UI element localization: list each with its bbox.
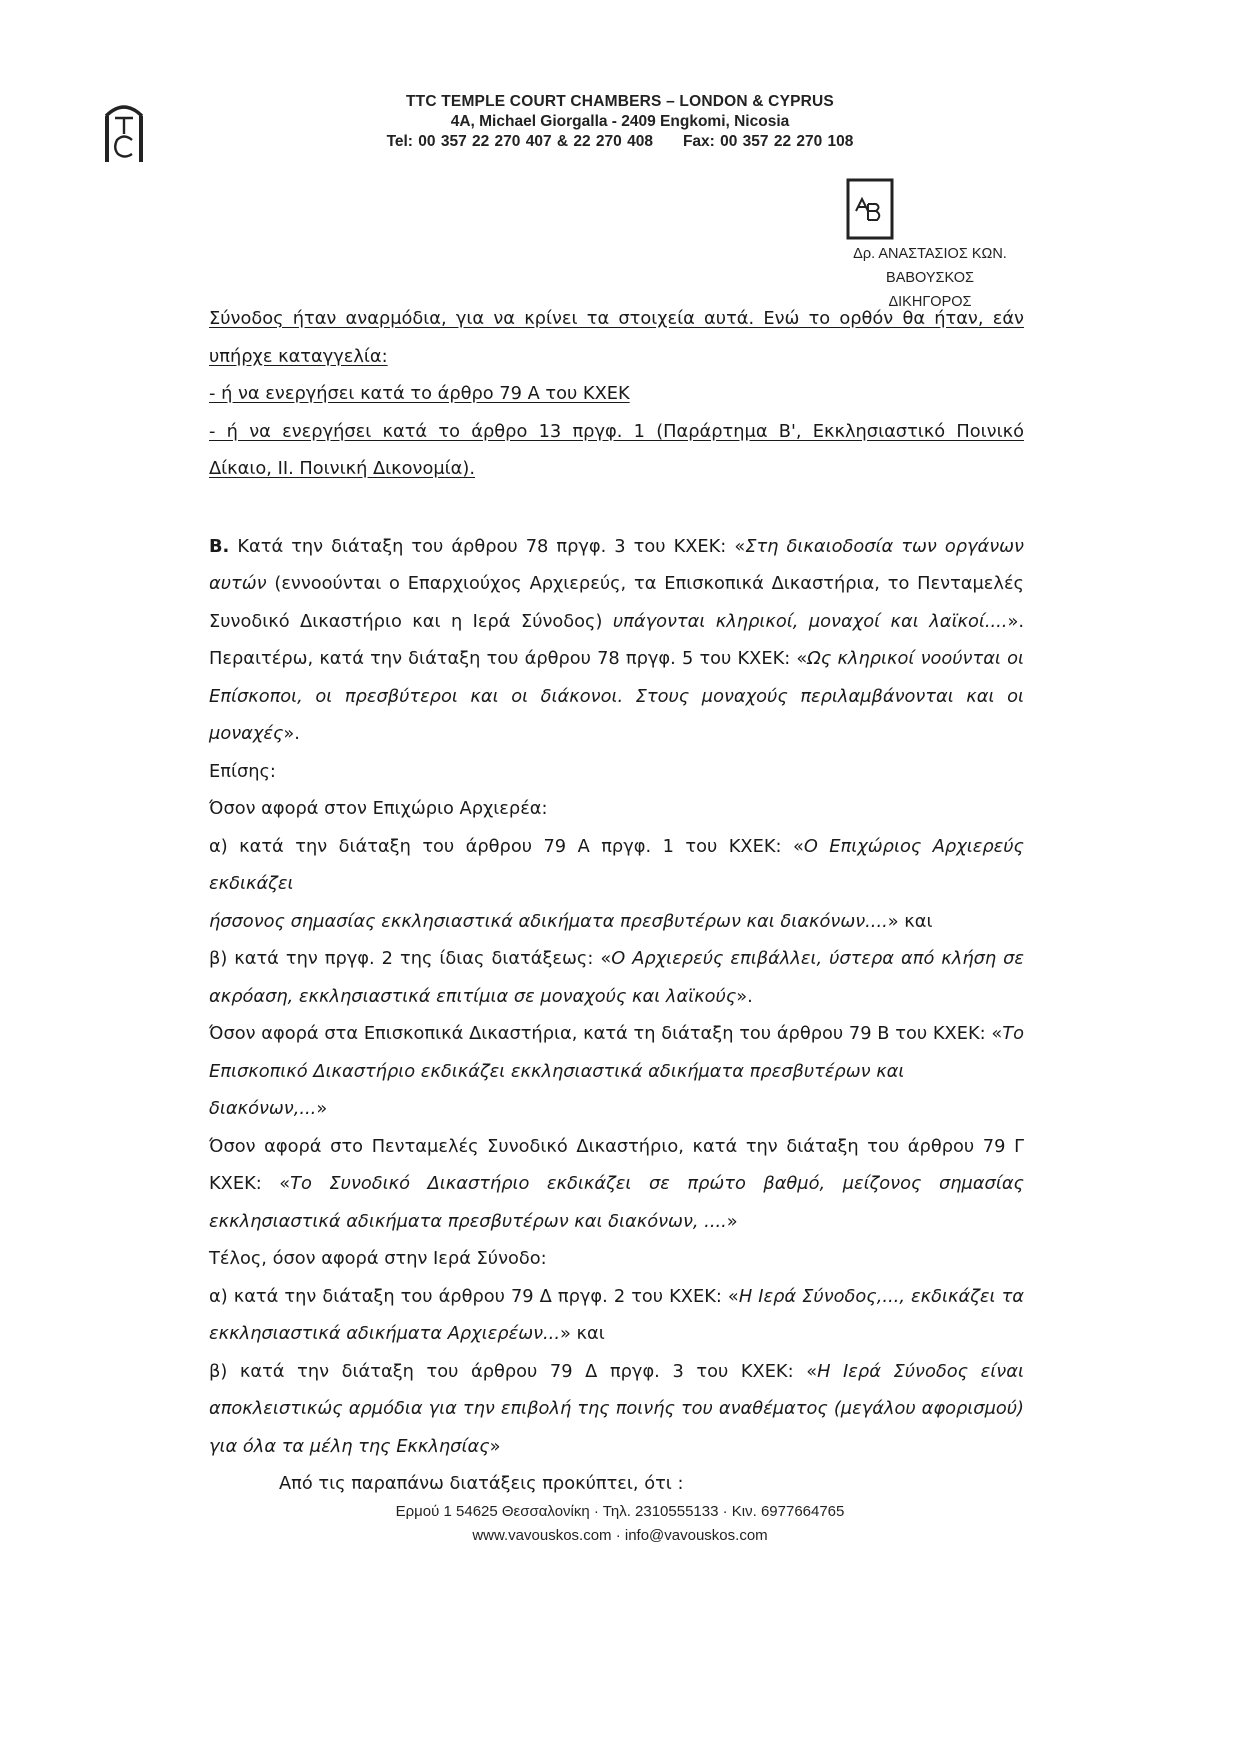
intro-line-2: υπήρχε καταγγελία:: [209, 345, 388, 367]
item-a-line-2: [209, 903, 1024, 941]
section-b-line-2: [209, 565, 1024, 603]
further-line-3: [209, 715, 1024, 753]
synodal-line-1: Όσον αφορά στο Πενταμελές Συνοδικό Δικαστήριο, κατά την διάταξη του άρθρου 79 Γ: [209, 1135, 1024, 1157]
holy-item-b-line-1: [209, 1353, 1024, 1391]
text: α) κατά την διάταξη του άρθρου 79 Α πργφ. 1 του ΚΧΕΚ: «: [209, 835, 804, 857]
text: Κατά την διάταξη του άρθρου 78 πργφ. 3 του ΚΧΕΚ: «: [237, 535, 746, 557]
quote-text: υπάγονται κληρικοί, μοναχοί και λαϊκοί....: [612, 610, 1008, 632]
text: ΚΧΕΚ: «: [209, 1173, 291, 1194]
text: β) κατά την πργφ. 2 της ίδιας διατάξεως: «: [209, 948, 612, 969]
quote-text: ακρόαση, εκκλησιαστικά επιτίμια σε μοναχούς και λαϊκούς: [209, 985, 737, 1007]
footer-address: Ερμού 1 54625 Θεσσαλονίκη · Τηλ. 2310555133 · Κιν. 6977664765: [395, 1503, 845, 1520]
quote-text: Η Ιερά Σύνοδος είναι: [817, 1360, 1024, 1382]
quote-text: Η Ιερά Σύνοδος,..., εκδικάζει τα: [738, 1285, 1024, 1307]
text: ».: [1007, 610, 1024, 632]
quote-text: Το: [1002, 1023, 1024, 1044]
lawyer-title: ΔΙΚΗΓΟΡΟΣ: [888, 294, 972, 310]
intro-item-1: - ή να ενεργήσει κατά το άρθρο 79 Α του ΚΧΕΚ: [209, 383, 630, 404]
letterhead: [300, 92, 940, 152]
conclusion-line: Από τις παραπάνω διατάξεις προκύπτει, ότι :: [279, 1473, 684, 1494]
letterhead-contacts: [300, 132, 940, 152]
further-line-2: [209, 678, 1024, 716]
quote-text: εκκλησιαστικά αδικήματα Αρχιερέων...: [209, 1323, 560, 1344]
text: α) κατά την διάταξη του άρθρου 79 Δ πργφ. 2 του ΚΧΕΚ: «: [209, 1285, 739, 1307]
document-body: [209, 300, 1024, 1503]
text: »: [489, 1435, 501, 1457]
quote-text: Ο Αρχιερεύς επιβάλλει, ύστερα από κλήση σε: [611, 948, 1024, 969]
item-b-line-1: [209, 940, 1024, 978]
text: Όσον αφορά στα Επισκοπικά Δικαστήρια, κατά τη διάταξη του άρθρου 79 Β του ΚΧΕΚ: «: [209, 1023, 1003, 1044]
monogram-logo-icon: [846, 178, 894, 240]
synodal-line-2: [209, 1165, 1024, 1203]
text: ».: [283, 723, 300, 744]
quote-text: Στη δικαιοδοσία των οργάνων: [745, 535, 1024, 557]
ttc-logo-icon: [104, 100, 144, 164]
holy-item-b-line-2: [209, 1390, 1024, 1428]
letterhead-address: 4A, Michael Giorgalla - 2409 Engkomi, Nicosia: [450, 113, 790, 130]
intro-item-2-cont: Δίκαιο, ΙΙ. Ποινική Δικονομία).: [209, 458, 475, 479]
letterhead-fax: Fax: 00 357 22 270 108: [682, 133, 854, 150]
holy-synod-heading: Τέλος, όσον αφορά στην Ιερά Σύνοδο:: [209, 1248, 547, 1269]
episcopal-line-1: [209, 1015, 1024, 1053]
text: (εννοούνται ο Επαρχιούχος Αρχιερεύς, τα Επισκοπικά Δικαστήρια, το Πενταμελές: [266, 573, 1024, 594]
quote-text: Ως κληρικοί νοούνται οι: [807, 648, 1024, 669]
quote-text: αυτών: [209, 573, 267, 594]
quote-text: Επίσκοποι, οι πρεσβύτεροι και οι διάκονοι. Στους μοναχούς περιλαμβάνονται και οι: [209, 685, 1024, 707]
text: » και: [559, 1323, 605, 1344]
holy-item-a-line-1: [209, 1278, 1024, 1316]
synodal-line-3: [209, 1203, 1024, 1241]
quote-text: ήσσονος σημασίας εκκλησιαστικά αδικήματα πρεσβυτέρων και διακόνων....: [209, 910, 888, 932]
item-a-line-1: [209, 828, 1024, 903]
letterhead-firm: TTC TEMPLE COURT CHAMBERS – LONDON & CYPRUS: [406, 93, 834, 110]
text: » και: [887, 910, 933, 932]
holy-item-a-line-2: [209, 1315, 1024, 1353]
section-b-line-1: [209, 528, 1024, 566]
text: Συνοδικό Δικαστήριο και η Ιερά Σύνοδος): [209, 610, 613, 632]
quote-text: Ο Επιχώριος Αρχιερεύς εκδικάζει: [209, 835, 1024, 894]
intro-item-2: - ή να ενεργήσει κατά το άρθρο 13 πργφ. 1 (Παράρτημα Β', Εκκλησιαστικό Ποινικό: [209, 420, 1024, 442]
quote-text: Το Συνοδικό Δικαστήριο εκδικάζει σε πρώτο βαθμό, μείζονος σημασίας: [290, 1173, 1024, 1194]
episcopal-line-2: [209, 1053, 1024, 1128]
text: »: [316, 1098, 328, 1119]
footer-web: www.vavouskos.com · info@vavouskos.com: [472, 1527, 768, 1544]
holy-item-b-line-3: [209, 1428, 1024, 1466]
local-bishop-heading: Όσον αφορά στον Επιχώριο Αρχιερέα:: [209, 798, 548, 819]
section-label: Β.: [209, 535, 230, 557]
section-b-line-3: [209, 603, 1024, 641]
quote-text: Επισκοπικό Δικαστήριο εκδικάζει εκκλησιαστικά αδικήματα πρεσβυτέρων και διακόνων,...: [209, 1060, 905, 1119]
quote-text: για όλα τα μέλη της Εκκλησίας: [209, 1435, 490, 1457]
item-b-line-2: [209, 978, 1024, 1016]
intro-line-1: Σύνοδος ήταν αναρμόδια, για να κρίνει τα στοιχεία αυτά. Ενώ το ορθόν θα ήταν, εάν: [209, 308, 1024, 329]
also-heading: Επίσης:: [209, 760, 276, 782]
text: β) κατά την διάταξη του άρθρου 79 Δ πργφ. 3 του ΚΧΕΚ: «: [209, 1360, 818, 1382]
lawyer-name: Δρ. ΑΝΑΣΤΑΣΙΟΣ ΚΩΝ. ΒΑΒΟΥΣΚΟΣ: [853, 246, 1007, 286]
quote-text: εκκλησιαστικά αδικήματα πρεσβυτέρων και διακόνων, ....: [209, 1210, 727, 1232]
footer: [300, 1500, 940, 1548]
text: »: [726, 1210, 738, 1232]
quote-text: αποκλειστικώς αρμόδια για την επιβολή της ποινής του αναθέματος (μεγάλου αφορισμού): [209, 1398, 1024, 1419]
further-line-1: [209, 640, 1024, 678]
text: ».: [736, 985, 753, 1007]
quote-text: μοναχές: [209, 723, 284, 744]
letterhead-tel: Tel: 00 357 22 270 407 & 22 270 408: [386, 133, 653, 150]
text: Περαιτέρω, κατά την διάταξη του άρθρου 78 πργφ. 5 του ΚΧΕΚ: «: [209, 648, 808, 669]
